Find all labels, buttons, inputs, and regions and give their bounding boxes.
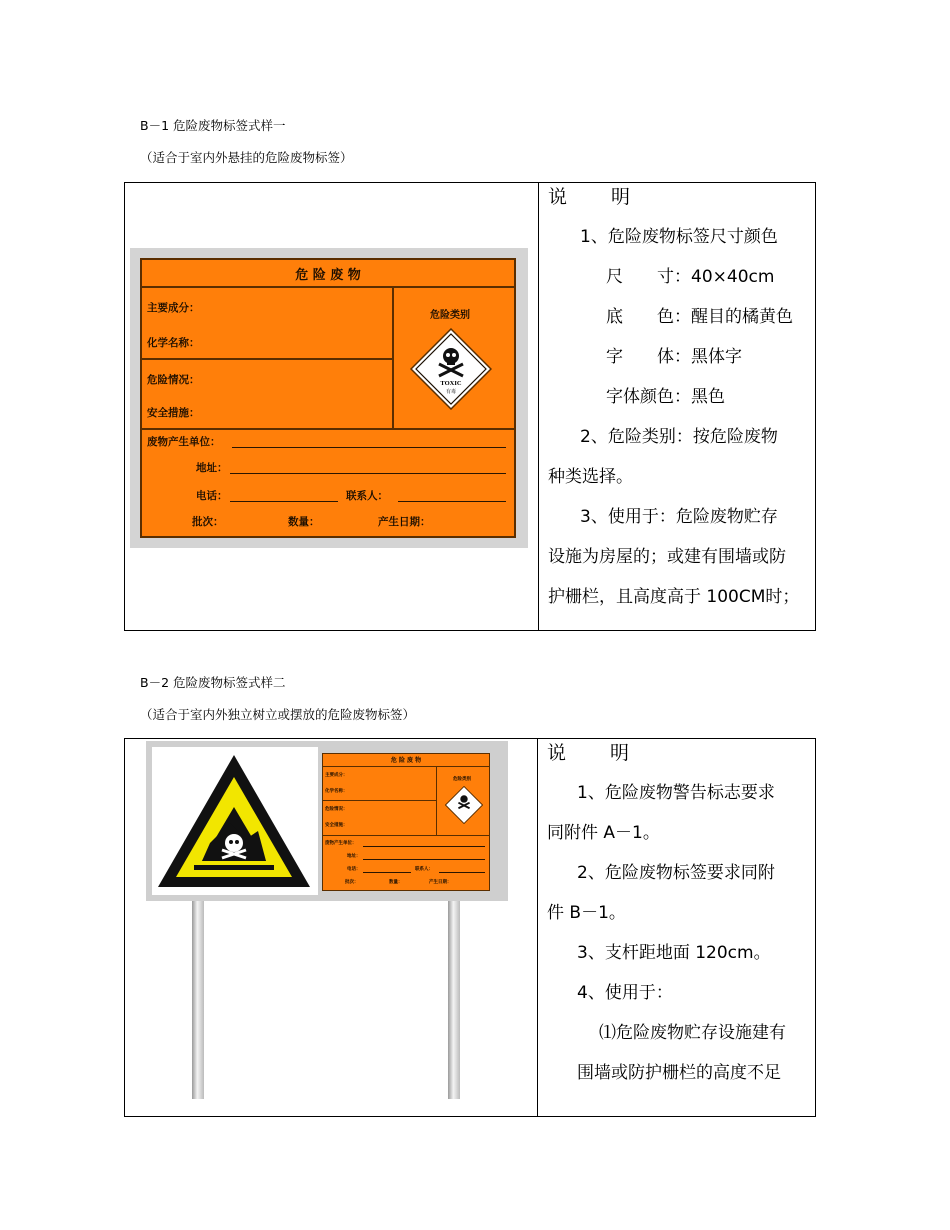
desc1-line3a: 底 [606, 307, 623, 327]
section1-heading: B－1 危险废物标签式样一 [140, 118, 286, 133]
desc1-line4a: 字 [606, 347, 623, 367]
desc2-line8: 围墙或防护栅栏的高度不足 [577, 1063, 781, 1083]
desc1-line3b: 色：醒目的橘黄色 [657, 307, 793, 327]
desc1-title-a: 说 [548, 186, 568, 208]
label-phone: 电话： [196, 490, 228, 502]
label-producer: 废物产生单位： [147, 436, 221, 448]
desc1-title-b: 明 [611, 186, 631, 208]
label-hazard: 危险情况： [147, 374, 200, 386]
desc2-line6: 4、使用于： [577, 983, 673, 1003]
section2-description [547, 733, 786, 1093]
label-safety: 安全措施： [147, 407, 200, 419]
desc1-line5: 字体颜色：黑色 [606, 387, 725, 407]
label-chemical-name: 化学名称： [147, 337, 200, 349]
sign-pole-right [448, 899, 460, 1099]
small-toxic-icon [445, 786, 483, 824]
desc1-line8: 3、使用于：危险废物贮存 [580, 507, 778, 527]
section1-subheading: （适合于室内外悬挂的危险废物标签） [140, 150, 353, 165]
section2-table [124, 738, 816, 1117]
desc2-line5: 3、支杆距地面 120cm。 [577, 943, 771, 963]
desc2-title-a: 说 [547, 742, 567, 764]
desc1-line2b: 寸：40×40cm [657, 267, 775, 287]
section2-heading: B－2 危险废物标签式样二 [140, 675, 286, 690]
desc2-line4: 件 B－1。 [547, 903, 626, 923]
desc2-title-b: 明 [610, 742, 630, 764]
sign-board [146, 741, 508, 901]
toxic-en-text: TOXIC [440, 380, 462, 387]
desc2-line7: ⑴危险废物贮存设施建有 [599, 1023, 786, 1043]
warning-triangle-icon [154, 751, 314, 891]
toxic-diamond-icon [410, 328, 492, 410]
label-date: 产生日期： [378, 516, 431, 528]
desc1-line1: 1、危险废物标签尺寸颜色 [580, 227, 778, 247]
label-batch: 批次： [192, 516, 224, 528]
section1-description [548, 177, 799, 617]
desc2-line2: 同附件 A－1。 [547, 823, 660, 843]
standing-sign [130, 739, 513, 1114]
label-sample-1 [130, 248, 528, 548]
sign-pole-left [192, 899, 204, 1099]
toxic-cn-text: 有毒 [445, 389, 457, 395]
table-divider-2 [537, 739, 538, 1116]
label-category: 危险类别 [430, 310, 470, 321]
section2-subheading: （适合于室内外独立树立或摆放的危险废物标签） [140, 707, 416, 722]
desc1-line4b: 体：黑体字 [657, 347, 742, 367]
desc1-line9: 设施为房屋的；或建有围墙或防 [548, 547, 786, 567]
hazardous-waste-label [140, 258, 516, 538]
section1-table [124, 182, 816, 631]
label-main-ingredient: 主要成分： [147, 302, 200, 314]
desc2-line3: 2、危险废物标签要求同附 [577, 863, 775, 883]
small-hazard-label: 危 险 废 物 主要成分： 化学名称： 危险情况： 安全措施： 危险类别 废物产生单位： 地址： 电话： 联系人： 批次： 数量： 产生日期： [322, 753, 490, 891]
desc1-line6: 2、危险类别：按危险废物 [580, 427, 778, 447]
label-title: 危 险 废 物 [295, 268, 361, 283]
label-quantity: 数量： [288, 516, 320, 528]
desc1-line7: 种类选择。 [548, 467, 633, 487]
desc1-line10: 护栅栏，且高度高于 100CM时； [548, 587, 800, 607]
label-address: 地址： [196, 462, 228, 474]
table-divider [538, 183, 539, 630]
label-contact: 联系人： [346, 490, 388, 502]
desc2-line1: 1、危险废物警告标志要求 [577, 783, 775, 803]
desc1-line2a: 尺 [606, 267, 623, 287]
